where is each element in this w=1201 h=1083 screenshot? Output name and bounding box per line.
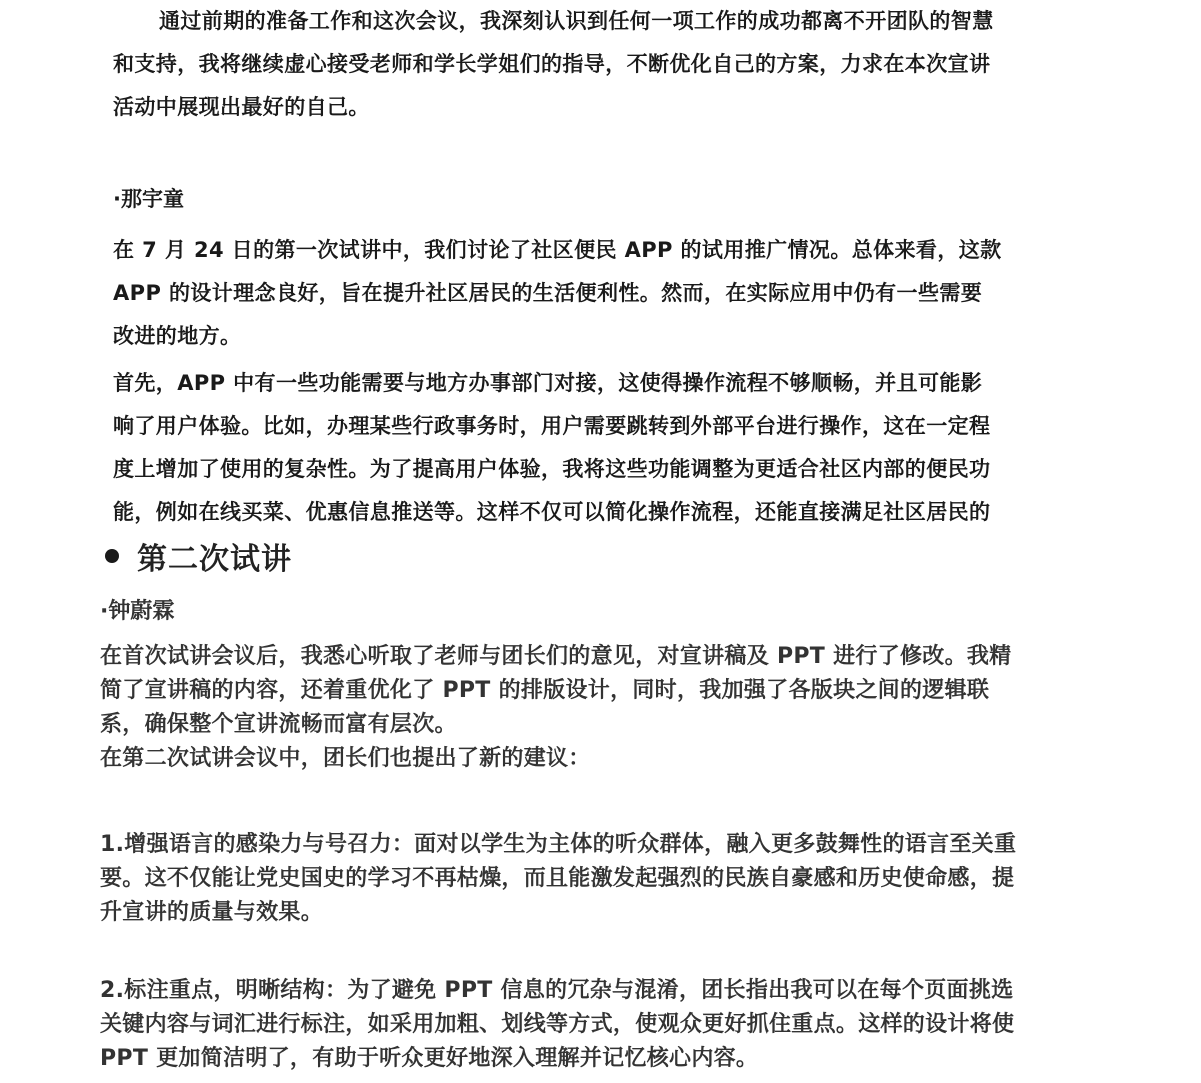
speaker-name-1: ·那宇童 — [113, 187, 184, 211]
section-title: 第二次试讲 — [137, 542, 292, 577]
second-trial-paragraph — [100, 640, 1160, 776]
improvement-line-1: 首先，APP 中有一些功能需要与地方办事部门对接，这使得操作流程不够顺畅，并且可能影 — [113, 371, 983, 395]
speaker-name-2: ·钟蔚霖 — [100, 599, 175, 624]
point-1-line-2: 要。这不仅能让党史国史的学习不再枯燥，而且能激发起强烈的民族自豪感和历史使命感，提 — [100, 866, 1015, 891]
first-trial-line-3: 改进的地方。 — [113, 324, 242, 348]
first-trial-line-1: 在 7 月 24 日的第一次试讲中，我们讨论了社区便民 APP 的试用推广情况。总体来看，这款 — [113, 238, 1002, 262]
suggestion-point-1 — [100, 828, 1160, 930]
second-trial-line-4: 在第二次试讲会议中，团长们也提出了新的建议： — [100, 746, 591, 771]
point-1-line-3: 升宣讲的质量与效果。 — [100, 900, 324, 925]
point-2-line-3: PPT 更加简洁明了，有助于听众更好地深入理解并记忆核心内容。 — [100, 1046, 759, 1071]
second-trial-line-1: 在首次试讲会议后，我悉心听取了老师与团长们的意见，对宣讲稿及 PPT 进行了修改。我精 — [100, 644, 1012, 669]
improvement-paragraph — [113, 362, 1103, 534]
point-1-line-1: 1.增强语言的感染力与号召力：面对以学生为主体的听众群体，融入更多鼓舞性的语言至关重 — [100, 832, 1017, 857]
intro-paragraph — [113, 0, 1103, 129]
intro-line-3: 活动中展现出最好的自己。 — [113, 95, 370, 119]
point-2-line-1: 2.标注重点，明晰结构：为了避免 PPT 信息的冗杂与混淆，团长指出我可以在每个页面挑选 — [100, 978, 1014, 1003]
first-trial-paragraph — [113, 229, 1103, 358]
intro-line-1: 通过前期的准备工作和这次会议，我深刻认识到任何一项工作的成功都离不开团队的智慧 — [159, 9, 994, 33]
section-heading-second-trial — [105, 534, 292, 578]
first-trial-line-2: APP 的设计理念良好，旨在提升社区居民的生活便利性。然而，在实际应用中仍有一些需要 — [113, 281, 983, 305]
second-trial-line-2: 简了宣讲稿的内容，还着重优化了 PPT 的排版设计，同时，我加强了各版块之间的逻辑联 — [100, 678, 990, 703]
bullet-dot-icon — [105, 549, 119, 563]
improvement-line-4: 能，例如在线买菜、优惠信息推送等。这样不仅可以简化操作流程，还能直接满足社区居民的 — [113, 500, 991, 524]
second-trial-line-3: 系，确保整个宣讲流畅而富有层次。 — [100, 712, 457, 737]
point-2-line-2: 关键内容与词汇进行标注，如采用加粗、划线等方式，使观众更好抓住重点。这样的设计将使 — [100, 1012, 1015, 1037]
intro-text — [113, 0, 1103, 129]
intro-line-2: 和支持，我将继续虚心接受老师和学长学姐们的指导，不断优化自己的方案，力求在本次宣讲 — [113, 52, 991, 76]
improvement-line-2: 响了用户体验。比如，办理某些行政事务时，用户需要跳转到外部平台进行操作，这在一定程 — [113, 414, 991, 438]
improvement-line-3: 度上增加了使用的复杂性。为了提高用户体验，我将这些功能调整为更适合社区内部的便民功 — [113, 457, 991, 481]
suggestion-point-2 — [100, 974, 1160, 1076]
